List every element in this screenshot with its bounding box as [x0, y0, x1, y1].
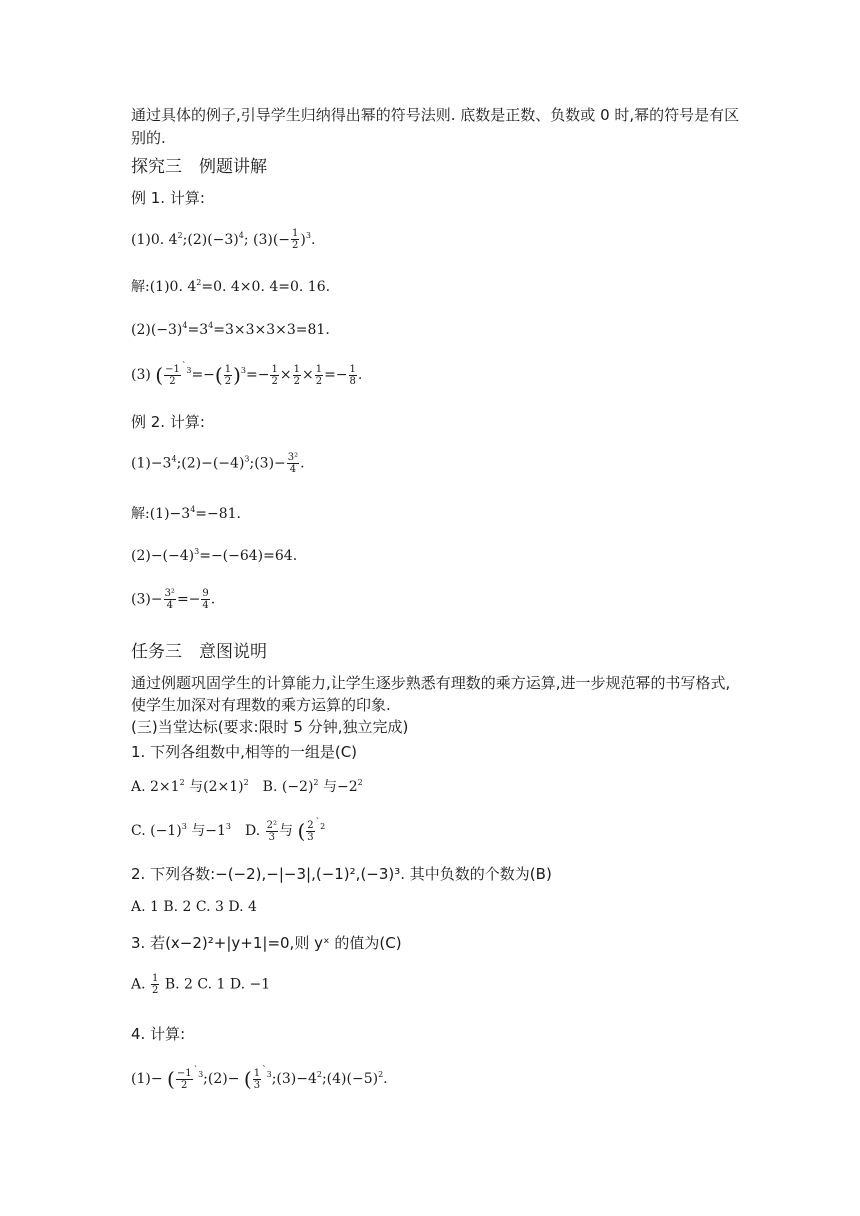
- example-2-solution-2: $(2)-(-4)^3=-(-64)=64$.: [131, 547, 298, 564]
- example-2-question: $(1)-3^4;(2)-(-4)^3;(3)-$ $\frac{\text{3²}}{4}$ .: [131, 452, 305, 475]
- intro-line-1: 通过具体的例子,引导学生归纳得出幂的符号法则. 底数是正数、负数或 0 时,幂的符号是有区: [131, 106, 740, 124]
- section-heading-explore: 探究三 例题讲解: [131, 157, 267, 177]
- fraction-1-2: $\frac{1}{2}$: [292, 228, 299, 251]
- question-4: 4. 计算:: [131, 1025, 186, 1043]
- task-3-line-2: 使学生加深对有理数的乘方运算的印象.: [131, 696, 391, 714]
- example-2-solution-1: 解$:(1)-3^4=-81$.: [131, 505, 242, 522]
- example-2-title: 例 2. 计算:: [131, 413, 205, 431]
- question-2-options: A. 1 B. 2 C. 3 D. 4: [131, 899, 257, 915]
- question-2: 2. 下列各数:−(−2),−|−3|,(−1)²,(−3)³. 其中负数的个数为(B): [131, 865, 552, 883]
- example-1-solution-2: $(2)(-3)^4=3^4=3\times 3\times 3\times 3=81$.: [131, 321, 330, 338]
- example-1-question: (1)0. $4^2;(2)(-3)^4$; (3)(− $\frac{1}{2}$ )$^3$.: [131, 228, 316, 251]
- example-2-solution-3: (3)− $\frac{\text{3²}}{4}$ =− $\frac{9}{4}$ .: [131, 588, 216, 611]
- question-3-options: A. $\frac{1}{2}$ B. 2 C. 1 D. −1: [131, 973, 271, 996]
- task-3-heading: 任务三 意图说明: [131, 642, 267, 662]
- question-1: 1. 下列各组数中,相等的一组是(C): [131, 743, 358, 761]
- ex1-q-part: (1)0. $4^2;(2)(-3)^4$; (3)(−: [131, 230, 291, 248]
- example-1-solution-3: (3) ( $\frac{-1}{2}$ $^{`3}$=−( $\frac{1}{2}$ )$^3$=− $\frac{1}{2}$ × $\frac{1}{2}$ × $\frac{1}{2}$ =− $\frac{1}{8}$ .: [131, 362, 363, 387]
- task-3-line-1: 通过例题巩固学生的计算能力,让学生逐步熟悉有理数的乘方运算,进一步规范幂的书写格式,: [131, 674, 731, 692]
- intro-line-2: 别的.: [131, 129, 166, 147]
- example-1-solution-1: 解:(1)0. $4^2=0$. 4×0. 4=0. 16.: [131, 278, 331, 295]
- example-1-title: 例 1. 计算:: [131, 189, 205, 207]
- practice-heading: (三)当堂达标(要求:限时 5 分钟,独立完成): [131, 718, 409, 736]
- question-4-expression: (1)− ( $\frac{-1}{2}$ $^{`3}$;(2)− ( $\frac{1}{3}$ $^{`3};(3)-4^2;(4)(-5)^2$.: [131, 1066, 388, 1091]
- question-3: 3. 若(x−2)²+|y+1|=0,则 yˣ 的值为(C): [131, 934, 402, 952]
- question-1-options-ab: A. $2\times 1^2$ 与$(2\times 1)^2$ B. $(-2)^2$ 与$-2^2$: [131, 778, 363, 795]
- question-1-options-cd: C. $(-1)^3$ 与$-1^3$ D. $\frac{\text{2²}}{3}$ 与 ( $\frac{2}{3}$ $^{`2}$: [131, 818, 326, 843]
